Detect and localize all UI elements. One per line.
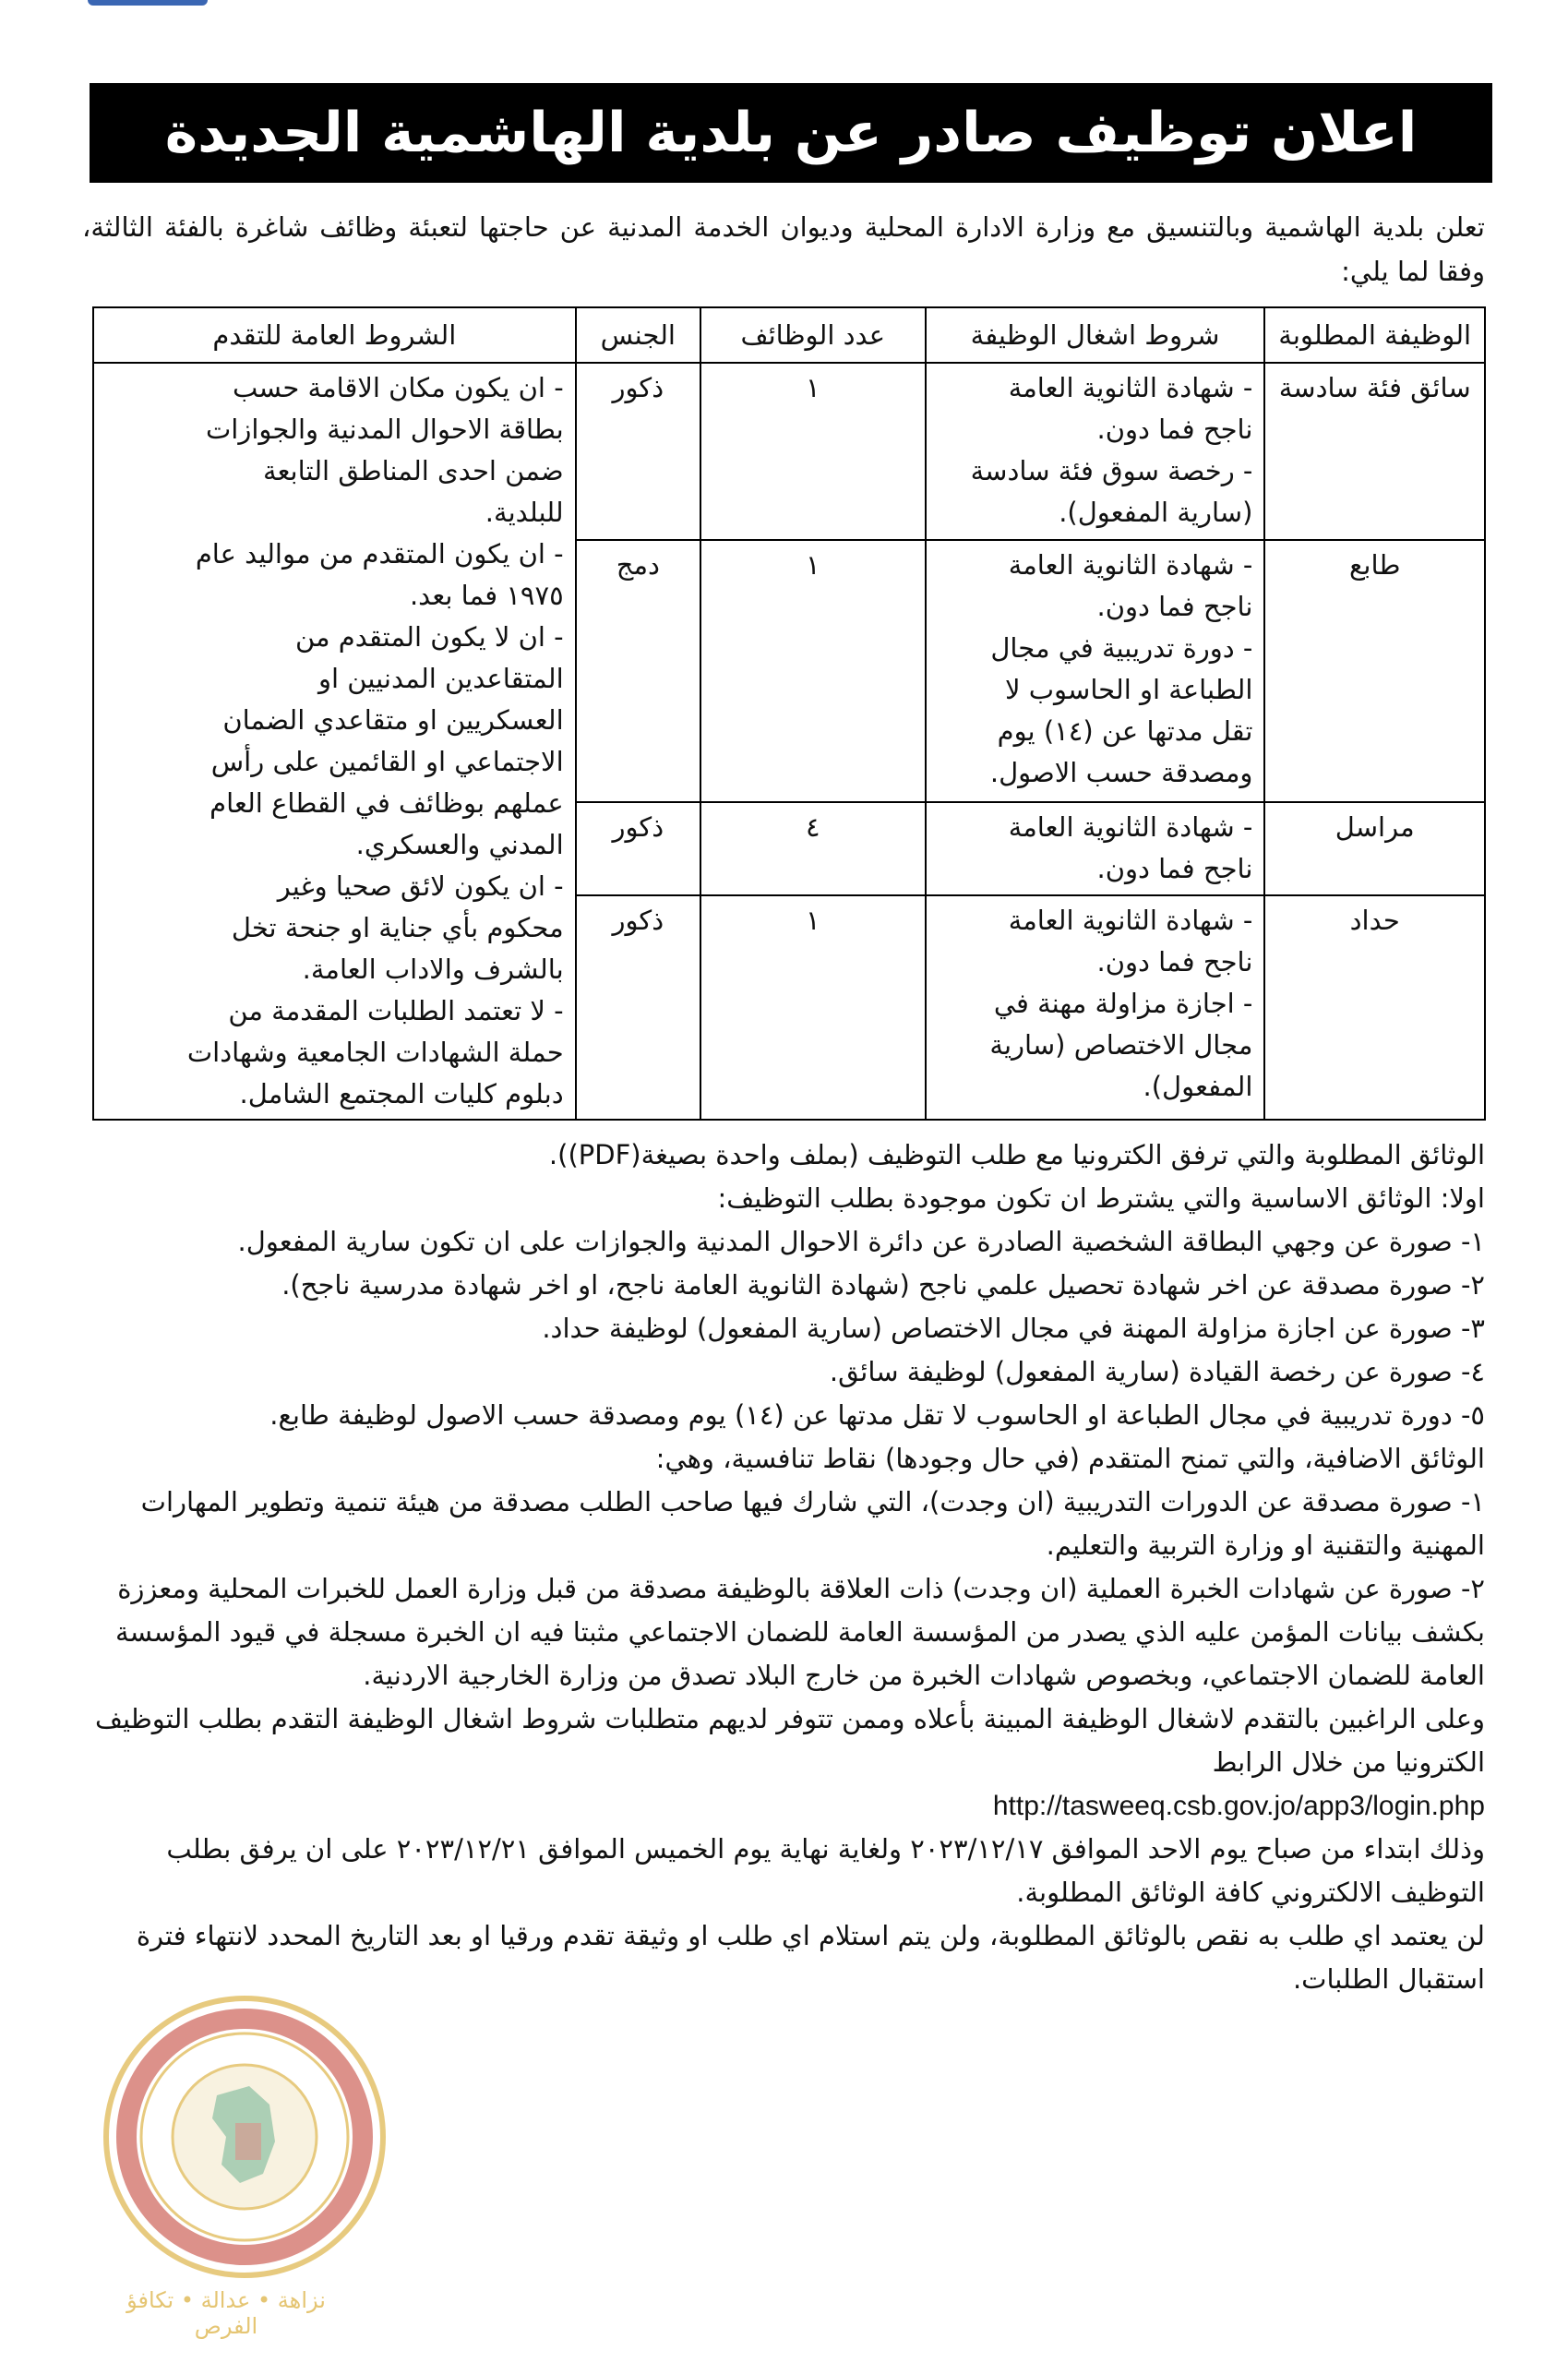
list-item: ١- صورة مصدقة عن الدورات التدريبية (ان وجدت)، التي شارك فيها صاحب الطلب مصدقة من هيئة تنمية وتطوير المهارات المهنية والتقنية او وزارة التربية والتعليم. bbox=[140, 1486, 1485, 1561]
general-condition-line: - ان يكون لائق صحيا وغير bbox=[277, 870, 564, 902]
list-item: ٥- دورة تدريبية في مجال الطباعة او الحاسوب لا تقل مدتها عن (١٤) يوم ومصدقة حسب الاصول لوظيفة طابع. bbox=[269, 1399, 1485, 1431]
job-conditions-cell bbox=[926, 363, 1265, 540]
seal-motto: نزاهة • عدالة • تكافؤ الفرص bbox=[126, 2287, 326, 2339]
jobs-table bbox=[92, 306, 1486, 1121]
general-condition-line: محكوم بأي جناية او جنحة تخل bbox=[231, 912, 564, 943]
job-title-cell: مراسل bbox=[1264, 802, 1485, 895]
job-count-cell: ١ bbox=[700, 895, 926, 1120]
condition-line: - شهادة الثانوية العامة bbox=[1008, 810, 1253, 843]
condition-line: (سارية المفعول). bbox=[1059, 497, 1253, 528]
general-condition-line: - ان يكون مكان الاقامة حسب bbox=[233, 372, 564, 403]
condition-line: ناجح فما دون. bbox=[1096, 591, 1253, 623]
extra-documents-heading: الوثائق الاضافية، والتي تمنح المتقدم (في حال وجودها) نقاط تنافسية، وهي: bbox=[655, 1443, 1485, 1474]
table-row bbox=[93, 363, 1485, 540]
job-gender-cell: ذكور bbox=[576, 363, 700, 540]
general-condition-line: العسكريين او متقاعدي الضمان bbox=[222, 704, 564, 736]
general-condition-line: ١٩٧٥ فما بعد. bbox=[409, 580, 564, 611]
header-general-conditions: الشروط العامة للتقدم bbox=[93, 307, 576, 363]
condition-line: - شهادة الثانوية العامة bbox=[1008, 549, 1253, 582]
job-conditions-cell bbox=[926, 802, 1265, 895]
general-condition-line: المدني والعسكري. bbox=[355, 829, 564, 860]
condition-line: مجال الاختصاص (سارية bbox=[989, 1029, 1253, 1062]
job-count-cell: ١ bbox=[700, 540, 926, 801]
condition-line: تقل مدتها عن (١٤) يوم bbox=[997, 715, 1253, 748]
announcement-title: اعلان توظيف صادر عن بلدية الهاشمية الجديدة bbox=[164, 101, 1418, 165]
application-instructions: وعلى الراغبين بالتقدم لاشغال الوظيفة المبينة بأعلاه وممن تتوفر لديهم متطلبات شروط اشغال الوظيفة التقدم بطلب التوظيف الكترونيا من خلال الرابط bbox=[94, 1703, 1485, 1778]
list-item: ٢- صورة مصدقة عن اخر شهادة تحصيل علمي ناجح (شهادة الثانوية العامة ناجح، او اخر شهادة مدرسية ناجح). bbox=[281, 1269, 1485, 1301]
general-condition-line: حملة الشهادات الجامعية وشهادات bbox=[186, 1037, 564, 1068]
condition-line: - شهادة الثانوية العامة bbox=[1008, 905, 1253, 937]
condition-line: ناجح فما دون. bbox=[1096, 414, 1253, 445]
intro-paragraph: تعلن بلدية الهاشمية وبالتنسيق مع وزارة الادارة المحلية وديوان الخدمة المدنية عن حاجتها لتعبئة وظائف شاغرة بالفئة الثالثة، وفقا لما يلي: bbox=[82, 211, 1485, 287]
header-gender: الجنس bbox=[576, 307, 700, 363]
condition-line: - دورة تدريبية في مجال bbox=[990, 632, 1253, 665]
job-conditions-cell bbox=[926, 895, 1265, 1120]
application-link[interactable]: http://tasweeq.csb.gov.jo/app3/login.php bbox=[992, 1791, 1485, 1821]
list-item: ١- صورة عن وجهي البطاقة الشخصية الصادرة عن دائرة الاحوال المدنية والجوازات على ان تكون سارية المفعول. bbox=[237, 1226, 1485, 1257]
condition-line: - شهادة الثانوية العامة bbox=[1008, 372, 1253, 403]
general-condition-line: ضمن احدى المناطق التابعة bbox=[263, 455, 564, 486]
condition-line: المفعول). bbox=[1143, 1071, 1253, 1103]
condition-line: ناجح فما دون. bbox=[1096, 946, 1253, 978]
general-condition-line: - ان لا يكون المتقدم من bbox=[294, 621, 564, 653]
top-edge-stub bbox=[88, 0, 208, 6]
job-gender-cell: دمج bbox=[576, 540, 700, 801]
job-count-cell: ٤ bbox=[700, 802, 926, 895]
general-conditions-cell bbox=[93, 363, 576, 1120]
condition-line: الطباعة او الحاسوب لا bbox=[1005, 674, 1253, 706]
general-condition-line: - ان يكون المتقدم من مواليد عام bbox=[195, 538, 564, 570]
list-item: ٤- صورة عن رخصة القيادة (سارية المفعول) لوظيفة سائق. bbox=[829, 1356, 1485, 1387]
general-condition-line: الاجتماعي او القائمين على رأس bbox=[210, 746, 564, 777]
documents-intro: الوثائق المطلوبة والتي ترفق الكترونيا مع طلب التوظيف (بملف واحدة بصيغة(PDF)). bbox=[548, 1139, 1485, 1170]
job-title-cell: سائق فئة سادسة bbox=[1264, 363, 1485, 540]
application-note: لن يعتمد اي طلب به نقص بالوثائق المطلوبة، ولن يتم استلام اي طلب او وثيقة تقدم ورقيا او بعد التاريخ المحدد لانتهاء فترة استقبال الطلبات. bbox=[136, 1920, 1485, 1995]
job-gender-cell: ذكور bbox=[576, 895, 700, 1120]
announcement-title-bar bbox=[90, 83, 1492, 183]
list-item: ٢- صورة عن شهادات الخبرة العملية (ان وجدت) ذات العلاقة بالوظيفة مصدقة من قبل وزارة العمل للخبرات المحلية ومعززة بكشف بيانات المؤمن عليه الذي يصدر من المؤسسة العامة للضمان الاجتماعي مثبتا فيه ان الخبرة مسجلة في قيود المؤسسة العامة للضمان الاجتماعي، وبخصوص شهادات الخبرة من خارج البلاد تصدق من وزارة الخارجية الاردنية. bbox=[115, 1573, 1485, 1691]
documents-section bbox=[73, 1134, 1485, 2001]
header-job: الوظيفة المطلوبة bbox=[1264, 307, 1485, 363]
condition-line: ومصدقة حسب الاصول. bbox=[989, 757, 1253, 789]
condition-line: - رخصة سوق فئة سادسة bbox=[970, 455, 1253, 486]
general-condition-line: بالشرف والاداب العامة. bbox=[302, 954, 564, 985]
job-conditions-cell bbox=[926, 540, 1265, 801]
header-count: عدد الوظائف bbox=[700, 307, 926, 363]
civil-service-seal-icon bbox=[65, 1985, 425, 2289]
job-gender-cell: ذكور bbox=[576, 802, 700, 895]
condition-line: ناجح فما دون. bbox=[1096, 852, 1253, 884]
header-conditions: شروط اشغال الوظيفة bbox=[926, 307, 1265, 363]
job-title-cell: حداد bbox=[1264, 895, 1485, 1120]
job-title-cell: طابع bbox=[1264, 540, 1485, 801]
general-condition-line: عملهم بوظائف في القطاع العام bbox=[209, 787, 564, 819]
general-condition-line: دبلوم كليات المجتمع الشامل. bbox=[239, 1078, 564, 1110]
condition-line: - اجازة مزاولة مهنة في bbox=[993, 988, 1253, 1020]
general-condition-line: المتقاعدين المدنيين او bbox=[318, 663, 564, 694]
basic-documents-heading: اولا: الوثائق الاساسية والتي يشترط ان تكون موجودة بطلب التوظيف: bbox=[717, 1182, 1485, 1214]
list-item: ٣- صورة عن اجازة مزاولة المهنة في مجال الاختصاص (سارية المفعول) لوظيفة حداد. bbox=[542, 1313, 1485, 1344]
general-condition-line: بطاقة الاحوال المدنية والجوازات bbox=[205, 414, 564, 445]
general-condition-line: للبلدية. bbox=[485, 497, 564, 528]
table-header-row bbox=[93, 307, 1485, 363]
general-condition-line: - لا تعتمد الطلبات المقدمة من bbox=[228, 995, 564, 1026]
job-count-cell: ١ bbox=[700, 363, 926, 540]
application-dates: وذلك ابتداء من صباح يوم الاحد الموافق ٢٠٢٣/١٢/١٧ ولغاية نهاية يوم الخميس الموافق ٢٠٢٣/١٢/٢١ على ان يرفق بطلب التوظيف الالكتروني كافة الوثائق المطلوبة. bbox=[166, 1833, 1485, 1908]
